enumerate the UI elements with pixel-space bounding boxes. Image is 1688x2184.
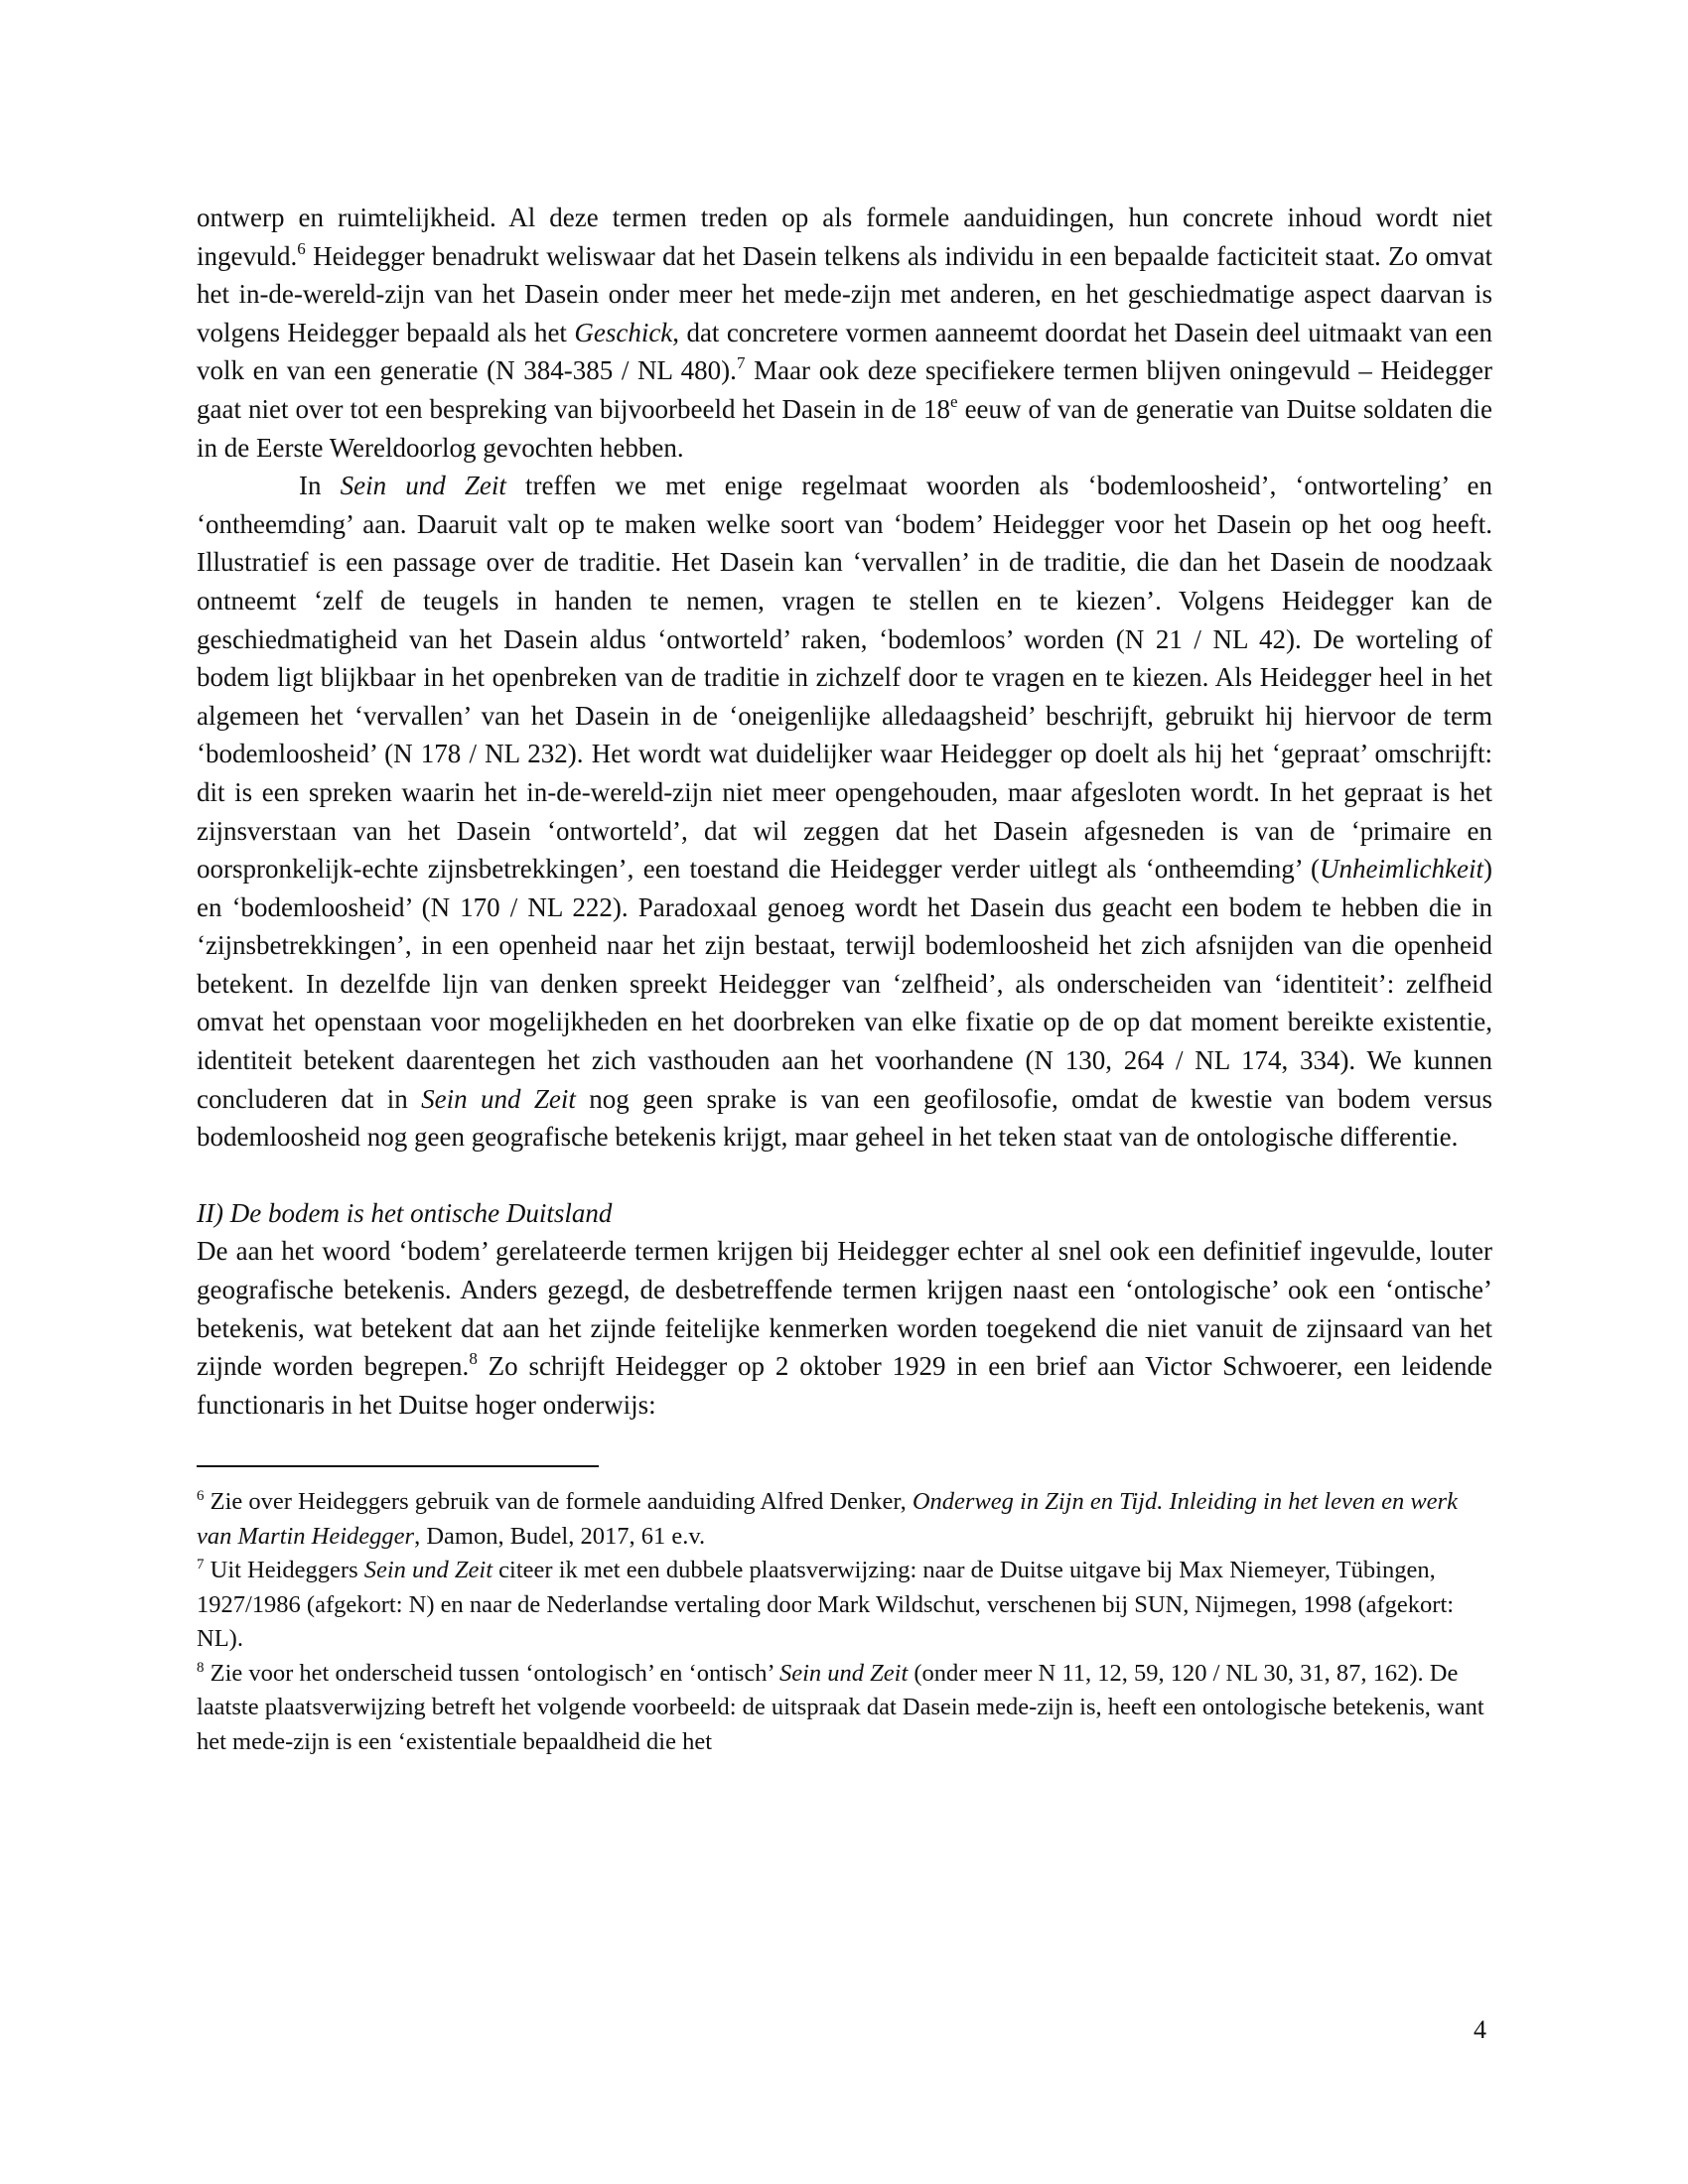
footnote-ref-7[interactable]: 7 [736, 353, 746, 373]
paragraph-text: In [299, 471, 341, 501]
footnote-separator [197, 1465, 599, 1467]
body-paragraph-1 [197, 199, 1492, 467]
paragraph-text: Maar ook deze specifiekere termen blijven oningevuld – Heidegger gaat niet over tot een bespreking van bijvoorbeeld het Dasein in de 18 [197, 355, 1492, 424]
italic-term-geschick: Geschick [574, 317, 673, 347]
body-paragraph-2 [197, 467, 1492, 1157]
italic-title-sein-und-zeit: Sein und Zeit [421, 1083, 576, 1114]
footnote-text: Zie voor het onderscheid tussen ‘ontologisch’ en ‘ontisch’ [204, 1659, 779, 1687]
footnote-mark: 8 [197, 1659, 205, 1676]
italic-term-unheimlichkeit: Unheimlichkeit [1320, 854, 1483, 885]
footnote-mark: 7 [197, 1557, 205, 1573]
footnote-text: (onder meer N 11, 12, 59, 120 / NL 30, 31, 87, 162). De laatste plaatsverwijzing betreft het volgende voorbeeld: de uitspraak dat Dasein mede-zijn is, heeft een ontologische betekenis, want het mede-zijn is een ‘existentiale bepaaldheid die het [197, 1659, 1484, 1755]
body-paragraph-3 [197, 1232, 1492, 1424]
footnote-italic-title: Onderweg in Zijn en Tijd. Inleiding in het leven en werk van Martin Heidegger [197, 1488, 1458, 1550]
footnote-text: Uit Heideggers [204, 1557, 364, 1584]
footnote-text: citeer ik met een dubbele plaatsverwijzing: naar de Duitse uitgave bij Max Niemeyer, Tübingen, 1927/1986 (afgekort: N) en naar de Nederlandse vertaling door Mark Wildschut, verschenen bij SUN, Nijmegen, 1998 (afgekort: NL). [197, 1557, 1455, 1653]
paragraph-text: Zo schrijft Heidegger op 2 oktober 1929 in een brief aan Victor Schwoerer, een leidende functionaris in het Duitse hoger onderwijs: [197, 1351, 1493, 1420]
paragraph-text: treffen we met enige regelmaat woorden als ‘bodemloosheid’, ‘ontworteling’ en ‘ontheemding’ aan. Daaruit valt op te maken welke soort van ‘bodem’ Heidegger voor het Dasein op het oog heeft. Illustratief is een passage over de traditie. Het Dasein kan ‘vervallen’ in de traditie, die dan het Dasein de noodzaak ontneemt ‘zelf de teugels in handen te nemen, vragen te stellen en te kiezen’. Volgens Heidegger kan de geschiedmatigheid van het Dasein aldus ‘ontworteld’ raken, ‘bodemloos’ worden (N 21 / NL 42). De worteling of bodem ligt blijkbaar in het openbreken van de traditie in zichzelf door te vragen en te kiezen. Als Heidegger heel in het algemeen het ‘vervallen’ van het Dasein in de ‘oneigenlijke alledaagsheid’ beschrijft, gebruikt hij hiervoor de term ‘bodemloosheid’ (N 178 / NL 232). Het wordt wat duidelijker waar Heidegger op doelt als hij het ‘gepraat’ omschrijft: dit is een spreken waarin het in-de-wereld-zijn niet meer opengehouden, maar afgesloten wordt. In het gepraat is het zijnsverstaan van het Dasein ‘ontworteld’, dat wil zeggen dat het Dasein afgesneden is van de ‘primaire en oorspronkelijk-echte zijnsbetrekkingen’, een toestand die Heidegger verder uitlegt als ‘ontheemding’ ( [197, 471, 1492, 885]
paragraph-text: De aan het woord ‘bodem’ gerelateerde termen krijgen bij Heidegger echter al snel ook een definitief ingevulde, louter geografische betekenis. Anders gezegd, de desbetreffende termen krijgen naast een ‘ontologische’ ook een ‘ontische’ betekenis, wat betekent dat aan het zijnde feitelijke kenmerken worden toegekend die niet vanuit de zijnsaard van het zijnde worden begrepen. [197, 1236, 1492, 1382]
page-body [197, 199, 1492, 1759]
paragraph-text: , dat concretere vormen aanneemt doordat het Dasein deel uitmaakt van een volk en van een generatie (N 384-385 / NL 480). [197, 317, 1493, 386]
footnote-ref-6[interactable]: 6 [297, 238, 306, 258]
page-number: 4 [1474, 2015, 1486, 2044]
paragraph-text: ontwerp en ruimtelijkheid. Al deze termen treden op als formele aanduidingen, hun concrete inhoud wordt niet ingevuld. [197, 203, 1492, 271]
section-heading: II) De bodem is het ontische Duitsland [197, 1197, 613, 1228]
footnote-ref-8[interactable]: 8 [469, 1349, 478, 1369]
italic-title-sein-und-zeit: Sein und Zeit [340, 471, 506, 501]
footnote-text: , Damon, Budel, 2017, 61 e.v. [414, 1522, 706, 1550]
footnote-italic-title: Sein und Zeit [778, 1659, 909, 1687]
paragraph-text: eeuw of van de generatie van Duitse soldaten die in de Eerste Wereldoorlog gevochten hebben. [197, 393, 1493, 463]
paragraph-text: nog geen sprake is van een geofilosofie, omdat de kwestie van bodem versus bodemloosheid nog geen geografische betekenis krijgt, maar geheel in het teken staat van de ontologische differentie. [197, 1083, 1492, 1153]
footnote-mark: 6 [197, 1488, 205, 1505]
footnote-6 [197, 1485, 1492, 1554]
footnote-italic-title: Sein und Zeit [363, 1557, 493, 1584]
paragraph-text: ) en ‘bodemloosheid’ (N 170 / NL 222). Paradoxaal genoeg wordt het Dasein dus geacht een bodem te hebben die in ‘zijnsbetrekkingen’, in een openheid naar het zijn bestaat, terwijl bodemloosheid het zich afsnijden van die openheid betekent. In dezelfde lijn van denken spreekt Heidegger van ‘zelfheid’, als onderscheiden van ‘identiteit’: zelfheid omvat het openstaan voor mogelijkheden en het doorbreken van elke fixatie op de op dat moment bereikte existentie, identiteit betekent daarentegen het zich vasthouden aan het voorhandene (N 130, 264 / NL 174, 334). We kunnen concluderen dat in [197, 854, 1492, 1114]
footnote-8 [197, 1657, 1492, 1760]
footnote-text: Zie over Heideggers gebruik van de formele aanduiding Alfred Denker, [204, 1488, 913, 1516]
footnote-7 [197, 1554, 1492, 1657]
ordinal-superscript: e [950, 391, 958, 411]
paragraph-text: Heidegger benadrukt weliswaar dat het Dasein telkens als individu in een bepaalde facticiteit staat. Zo omvat het in-de-wereld-zijn van het Dasein onder meer het mede-zijn met anderen, en het geschiedmatige aspect daarvan is volgens Heidegger bepaald als het [197, 240, 1492, 347]
